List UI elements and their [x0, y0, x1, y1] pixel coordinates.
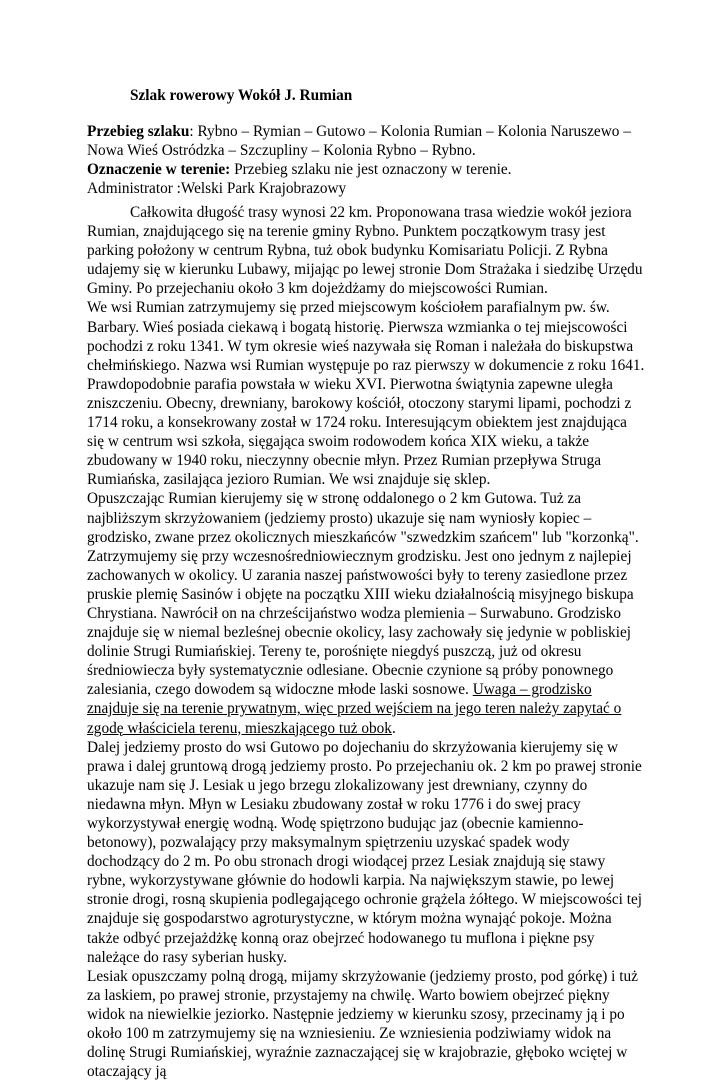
document-body — [87, 203, 645, 1081]
paragraph-intro: Całkowita długość trasy wynosi 22 km. Proponowana trasa wiedzie wokół jeziora Rumian, znajdującego się na terenie gminy Rybno. Punktem początkowym trasy jest parking położony w centrum Rybna, tuż obok budynku Komisariatu Policji. Z Rybna udajemy się w kierunku Lubawy, mijając po lewej stronie Dom Strażaka i siedzibę Urzędu Gminy. Po przejechaniu około 3 km dojeżdżamy do miejscowości Rumian. — [87, 204, 643, 298]
administrator-line: Administrator :Welski Park Krajobrazowy — [87, 180, 347, 198]
marking-label: Oznaczenie w terenie: — [87, 161, 231, 179]
paragraph-rumian: We wsi Rumian zatrzymujemy się przed miejscowym kościołem parafialnym pw. św. Barbary. Wieś posiada ciekawą i bogatą historię. Pierwsza wzmianka o tej miejscowości pochodzi z roku 1341. W tym okresie wieś nazywała się Roman i należała do biskupstwa chełmińskiego. Nazwa wsi Rumian występuje po raz pierwszy w dokumencie z roku 1641. Prawdopodobnie parafia powstała w wieku XVI. Pierwotna świątynia zapewne uległa zniszczeniu. Obecny, drewniany, barokowy kościół, otoczony starymi lipami, pochodzi z 1714 roku, a konsekrowany został w 1724 roku. Interesującym obiektem jest znajdująca się w centrum wsi szkoła, sięgająca swoim rodowodem końca XIX wieku, a także zbudowany w 1940 roku, nieczynny obecnie młyn. Przez Rumian przepływa Struga Rumiańska, zasilająca jezioro Rumian. We wsi znajduje się sklep. — [87, 299, 645, 489]
route-line — [87, 122, 647, 160]
paragraph-grodzisko-text: Opuszczając Rumian kierujemy się w stronę oddalonego o 2 km Gutowa. Tuż za najbliższym skrzyżowaniem (jedziemy prosto) ukazuje się nam wyniosły kopiec – grodzisko, zwane przez okolicznych mieszkańców "szwedzkim szańcem" lub "korzonką". Zatrzymujemy się przy wczesnośredniowiecznym grodzisku. Jest ono jednym z najlepiej zachowanych w okolicy. U zarania naszej państwowości były to tereny zasiedlone przez pruskie plemię Sasinów i objęte na początku XIII wieku działalnością misyjnego biskupa Chrystiana. Nawrócił on na chrześcijaństwo wodza plemienia – Surwabuno. Grodzisko znajduje się w niemal bezleśnej obecnie okolicy, lasy zachowały się jedynie w pobliskiej dolinie Strugi Rumiańskiej. Tereny te, porośnięte niegdyś puszczą, już od okresu średniowiecza były systematycznie odlesiane. Obecnie czynione są próby ponownego zalesiania, czego dowodem są widoczne młode laski sosnowe. — [87, 490, 639, 699]
document-title: Szlak rowerowy Wokół J. Rumian — [130, 87, 353, 104]
marking-line — [87, 160, 647, 179]
paragraph-lesiak: Dalej jedziemy prosto do wsi Gutowo po dojechaniu do skrzyżowania kierujemy się w prawa i dalej gruntową drogą jedziemy prosto. Po przejechaniu ok. 2 km po prawej stronie ukazuje nam się J. Lesiak u jego brzegu zlokalizowany jest drewniany, czynny do niedawna młyn. Młyn w Lesiaku zbudowany został w roku 1776 i do swej pracy wykorzystywał energię wodną. Wodę spiętrzono budując jaz (obecnie kamienno-betonowy), pozwalający przy maksymalnym spiętrzeniu uzyskać spadek wody dochodzący do 2 m. Po obu stronach drogi wiodącej przez Lesiak znajdują się stawy rybne, wykorzystywane głównie do hodowli karpia. Na największym stawie, po lewej stronie drogi, rosną skupienia podlegającego ochronie grążela żółtego. W miejscowości tej znajduje się gospodarstwo agroturystyczne, w którym można wynająć pokoje. Można także odbyć przejażdżkę konną oraz obejrzeć hodowanego tu muflona i piękne psy należące do rasy syberian husky. — [87, 738, 643, 966]
route-text: : Rybno – Rymian – Gutowo – Kolonia Rumian – Kolonia Naruszewo – Nowa Wieś Ostródzka – Szczupliny – Kolonia Rybno – Rybno. — [87, 123, 631, 160]
trail-info — [87, 122, 647, 198]
route-label: Przebieg szlaku — [87, 123, 190, 140]
marking-text: Przebieg szlaku nie jest oznaczony w terenie. — [230, 161, 512, 179]
warning-note: Uwaga – grodzisko znajduje się na terenie prywatnym, więc przed wejściem na jego teren należy zapytać o zgodę właściciela terenu, mieszkającego tuż obok — [87, 681, 622, 737]
paragraph-grodzisko: Opuszczając Rumian kierujemy się w stronę oddalonego o 2 km Gutowa. Tuż za najbliższym skrzyżowaniem (jedziemy prosto) ukazuje się nam wyniosły kopiec – grodzisko, zwane przez okolicznych mieszkańców "szwedzkim szańcem" lub "korzonką". Zatrzymujemy się przy wczesnośredniowiecznym grodzisku. Jest ono jednym z najlepiej zachowanych w okolicy. U zarania naszej państwowości były to tereny zasiedlone przez pruskie plemię Sasinów i objęte na początku XIII wieku działalnością misyjnego biskupa Chrystiana. Nawrócił on na chrześcijaństwo wodza plemienia – Surwabuno. Grodzisko znajduje się w niemal bezleśnej obecnie okolicy, lasy zachowały się jedynie w pobliskiej dolinie Strugi Rumiańskiej. Tereny te, porośnięte niegdyś puszczą, już od okresu średniowiecza były systematycznie odlesiane. Obecnie czynione są próby ponownego zalesiania, czego dowodem są widoczne młode laski sosnowe. Uwaga – grodzisko znajduje się na terenie prywatnym, więc przed wejściem na jego teren należy zapytać o zgodę właściciela terenu, mieszkającego tuż obok. — [87, 490, 639, 737]
paragraph-valley: Lesiak opuszczamy polną drogą, mijamy skrzyżowanie (jedziemy prosto, pod górkę) i tuż za laskiem, po prawej stronie, przystajemy na chwilę. Warto bowiem obejrzeć piękny widok na niewielkie jeziorko. Następnie jedziemy w kierunku szosy, przecinamy ją i po około 100 m zatrzymujemy się na wzniesieniu. Ze wzniesienia podziwiamy widok na dolinę Strugi Rumiańskiej, wyraźnie zaznaczającej się w krajobrazie, głęboko wciętej w otaczający ją — [87, 967, 638, 1081]
